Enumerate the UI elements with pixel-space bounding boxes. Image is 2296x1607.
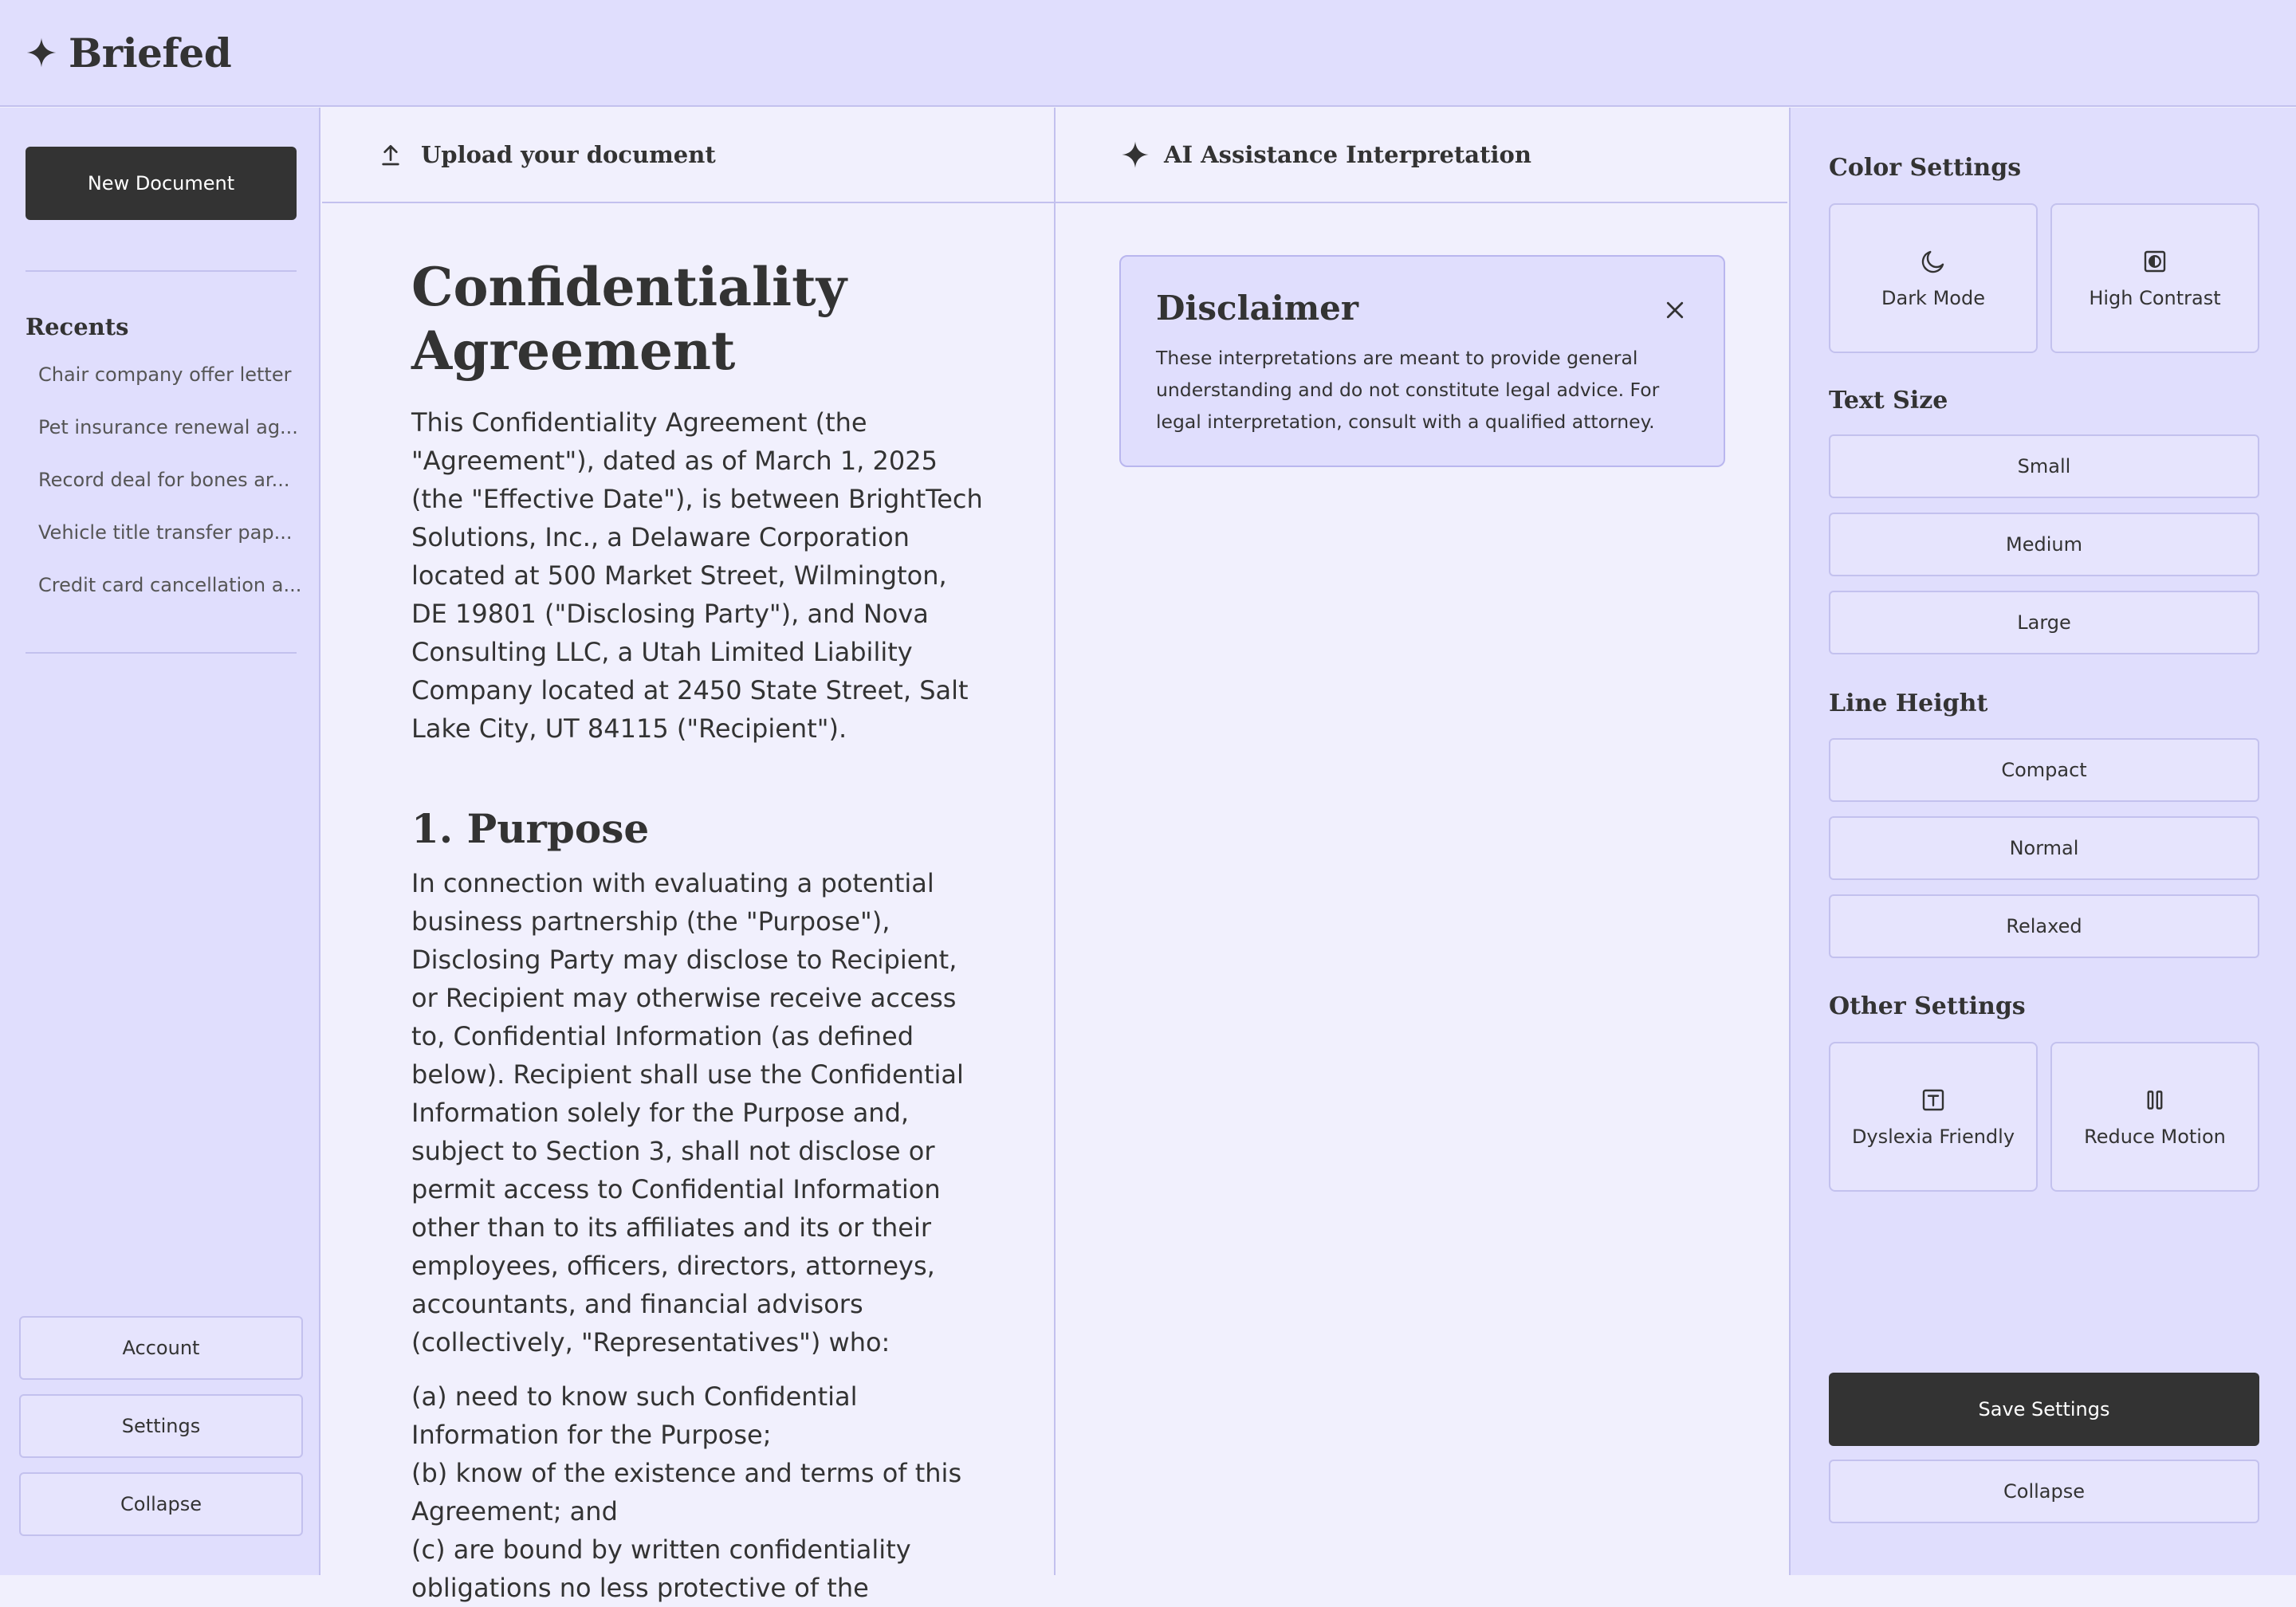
line-height-heading: Line Height bbox=[1829, 690, 1988, 717]
list-item: (b) know of the existence and terms of this Agreement; and bbox=[411, 1458, 962, 1526]
recent-item[interactable]: Vehicle title transfer pap... bbox=[38, 521, 293, 544]
left-sidebar bbox=[0, 108, 320, 1575]
recents-heading: Recents bbox=[26, 313, 129, 340]
contrast-icon bbox=[2141, 247, 2169, 276]
pause-icon bbox=[2141, 1086, 2169, 1114]
dark-mode-label: Dark Mode bbox=[1881, 287, 1985, 309]
divider bbox=[26, 652, 297, 654]
text-size-heading: Text Size bbox=[1829, 387, 1948, 415]
divider bbox=[26, 270, 297, 272]
top-bar bbox=[0, 0, 2296, 107]
collapse-settings-button[interactable]: Collapse bbox=[1829, 1460, 2259, 1523]
dyslexia-friendly-toggle[interactable] bbox=[1829, 1042, 2038, 1192]
close-icon[interactable] bbox=[1663, 298, 1687, 322]
ai-panel-title: AI Assistance Interpretation bbox=[1164, 141, 1531, 168]
sparkle-icon bbox=[24, 35, 59, 70]
line-height-relaxed-option[interactable]: Relaxed bbox=[1829, 894, 2259, 958]
section-body: In connection with evaluating a potential business partnership (the "Purpose"), Disclosing Party may disclose to Recipient, or Recipient may otherwise receive access to, Confidential Information (as defined below). Recipient shall use the Confidential Information solely for the Purpose and, subject to Section 3, shall not disclose or permit access to Confidential Information other than to its affiliates and its or their employees, officers, directors, attorneys, accountants, and financial advisors (collectively, "Representatives") who: bbox=[411, 868, 964, 1358]
panel-divider bbox=[1054, 108, 1056, 1575]
text-icon bbox=[1919, 1086, 1948, 1114]
ai-panel-header bbox=[1056, 108, 1787, 203]
high-contrast-label: High Contrast bbox=[2089, 287, 2221, 309]
line-height-compact-option[interactable]: Compact bbox=[1829, 738, 2259, 802]
document-content bbox=[411, 255, 985, 1607]
disclaimer-title: Disclaimer bbox=[1156, 289, 1359, 328]
new-document-button[interactable]: New Document bbox=[26, 147, 297, 220]
upload-panel-header[interactable] bbox=[322, 108, 1054, 203]
section-heading: 1. Purpose bbox=[411, 805, 650, 852]
upload-panel-title: Upload your document bbox=[421, 141, 716, 168]
account-button[interactable]: Account bbox=[19, 1316, 303, 1380]
dark-mode-toggle[interactable] bbox=[1829, 203, 2038, 353]
reduce-motion-toggle[interactable] bbox=[2050, 1042, 2259, 1192]
disclaimer-card bbox=[1119, 255, 1725, 467]
settings-button[interactable]: Settings bbox=[19, 1394, 303, 1458]
document-title: Confidentiality Agreement bbox=[411, 256, 847, 382]
upload-icon bbox=[378, 142, 403, 167]
text-size-medium-option[interactable]: Medium bbox=[1829, 513, 2259, 576]
text-size-small-option[interactable]: Small bbox=[1829, 434, 2259, 498]
document-intro: This Confidentiality Agreement (the "Agreement"), dated as of March 1, 2025 (the "Effective Date"), is between BrightTech Solutions, Inc., a Delaware Corporation located at 500 Market Street, Wilmington, DE 19801 ("Disclosing Party"), and Nova Consulting LLC, a Utah Limited Liability Company located at 2450 State Street, Salt Lake City, UT 84115 ("Recipient"). bbox=[411, 407, 983, 744]
recent-item[interactable]: Record deal for bones ar... bbox=[38, 469, 290, 491]
recent-item[interactable]: Pet insurance renewal ag... bbox=[38, 416, 298, 438]
reduce-motion-label: Reduce Motion bbox=[2084, 1126, 2226, 1148]
high-contrast-toggle[interactable] bbox=[2050, 203, 2259, 353]
line-height-normal-option[interactable]: Normal bbox=[1829, 816, 2259, 880]
disclaimer-text: These interpretations are meant to provide general understanding and do not constitute legal advice. For legal interpretation, consult with a qualified attorney. bbox=[1156, 347, 1660, 433]
text-size-large-option[interactable]: Large bbox=[1829, 591, 2259, 654]
recents-list bbox=[38, 363, 302, 627]
sparkle-icon bbox=[1119, 139, 1151, 171]
brand-name: Briefed bbox=[69, 29, 232, 77]
recent-item[interactable]: Credit card cancellation a... bbox=[38, 574, 302, 596]
list-item: (c) are bound by written confidentiality obligations no less protective of the bbox=[411, 1534, 911, 1603]
save-settings-button[interactable]: Save Settings bbox=[1829, 1373, 2259, 1446]
other-settings-heading: Other Settings bbox=[1829, 992, 2026, 1020]
settings-panel bbox=[1789, 108, 2296, 1575]
dyslexia-friendly-label: Dyslexia Friendly bbox=[1851, 1126, 2015, 1148]
recent-item[interactable]: Chair company offer letter bbox=[38, 363, 292, 386]
color-settings-heading: Color Settings bbox=[1829, 154, 2022, 182]
list-item: (a) need to know such Confidential Information for the Purpose; bbox=[411, 1381, 858, 1450]
collapse-sidebar-button[interactable]: Collapse bbox=[19, 1472, 303, 1536]
moon-icon bbox=[1919, 247, 1948, 276]
